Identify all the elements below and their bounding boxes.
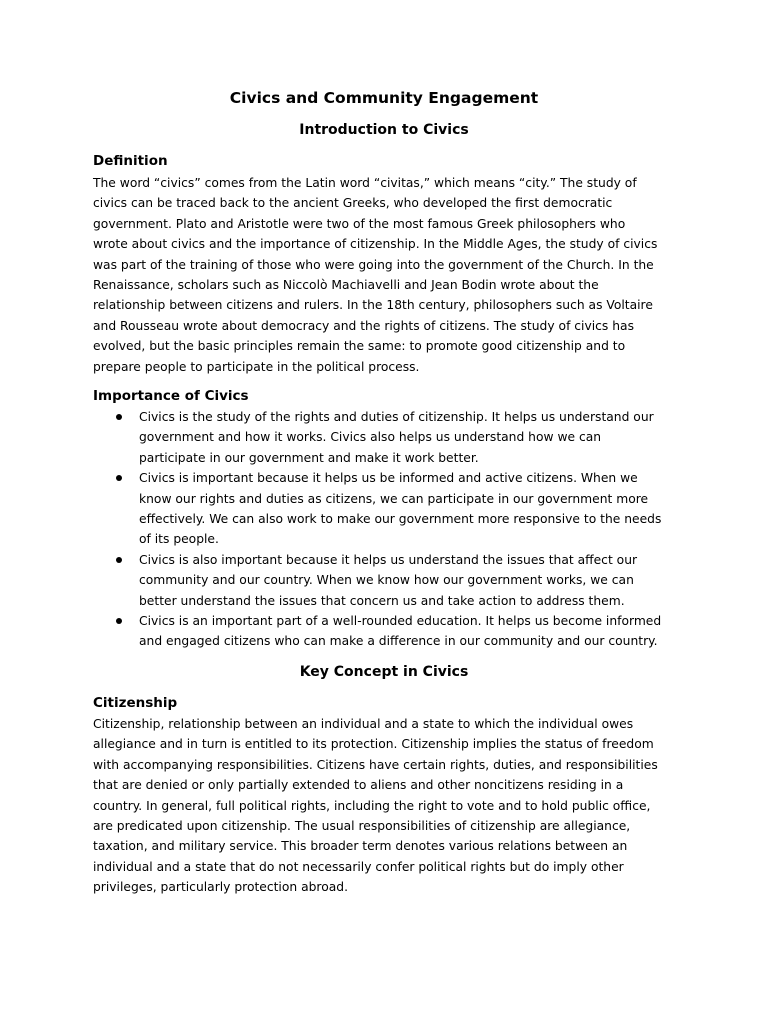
- section-heading-key-concept: Key Concept in Civics: [299, 664, 469, 680]
- paragraph-line: Citizenship, relationship between an individual and a state to which the individual owes: [93, 717, 634, 731]
- citizenship-paragraph: [93, 714, 693, 898]
- bullet-dot-icon: [116, 414, 122, 420]
- bullet-line: community and our country. When we know how our government works, we can: [139, 573, 634, 588]
- bullet-line: know our rights and duties as citizens, we can participate in our government more: [139, 491, 649, 506]
- bullet-line: Civics is the study of the rights and duties of citizenship. It helps us understand our: [139, 410, 654, 424]
- paragraph-line: that are denied or only partially extended to aliens and other noncitizens residing in a: [93, 778, 624, 793]
- section-heading-introduction: Introduction to Civics: [299, 122, 469, 138]
- paragraph-line: and Rousseau wrote about democracy and the rights of citizens. The study of civics has: [93, 318, 634, 333]
- paragraph-line: allegiance and in turn is entitled to its protection. Citizenship implies the status of freedom: [93, 737, 654, 752]
- paragraph-line: are predicated upon citizenship. The usual responsibilities of citizenship are allegiance,: [93, 819, 631, 834]
- definition-paragraph: [93, 173, 693, 377]
- bullet-line: Civics is important because it helps us be informed and active citizens. When we: [139, 471, 638, 486]
- paragraph-line: civics can be traced back to the ancient Greeks, who developed the first democratic: [93, 196, 613, 211]
- bullet-line: participate in our government and make it work better.: [139, 450, 479, 465]
- paragraph-line: privileges, particularly protection abroad.: [93, 880, 348, 895]
- bullet-line: and engaged citizens who can make a difference in our community and our country.: [139, 634, 658, 649]
- paragraph-line: government. Plato and Aristotle were two of the most famous Greek philosophers who: [93, 216, 626, 231]
- paragraph-line: relationship between citizens and rulers. In the 18th century, philosophers such as Voltaire: [93, 298, 653, 313]
- bullet-dot-icon: [116, 618, 122, 624]
- importance-bullet-list: [93, 407, 693, 652]
- bullet-dot-icon: [116, 475, 122, 481]
- paragraph-line: The word “civics” comes from the Latin word “civitas,” which means “city.” The study of: [93, 176, 637, 190]
- paragraph-line: prepare people to participate in the political process.: [93, 359, 420, 374]
- bullet-line: government and how it works. Civics also helps us understand how we can: [139, 430, 602, 445]
- bullet-line: Civics is an important part of a well-rounded education. It helps us become informed: [139, 614, 662, 629]
- definition-heading: Definition: [93, 153, 168, 169]
- importance-heading: Importance of Civics: [93, 388, 249, 404]
- bullet-item: [93, 550, 693, 611]
- bullet-item: [93, 468, 693, 550]
- paragraph-line: Renaissance, scholars such as Niccolò Machiavelli and Jean Bodin wrote about the: [93, 278, 599, 293]
- citizenship-heading: Citizenship: [93, 695, 178, 711]
- paragraph-line: taxation, and military service. This broader term denotes various relations between an: [93, 839, 628, 854]
- paragraph-line: was part of the training of those who were going into the government of the Church. In the: [93, 257, 654, 272]
- bullet-item: [93, 611, 693, 652]
- bullet-item: [93, 407, 693, 468]
- bullet-line: Civics is also important because it helps us understand the issues that affect our: [139, 552, 638, 567]
- paragraph-line: individual and a state that do not necessarily confer political rights but do imply other: [93, 859, 624, 874]
- bullet-line: better understand the issues that concern us and take action to address them.: [139, 593, 625, 608]
- paragraph-line: evolved, but the basic principles remain the same: to promote good citizenship and to: [93, 339, 626, 354]
- bullet-dot-icon: [116, 557, 122, 563]
- bullet-line: effectively. We can also work to make our government more responsive to the needs: [139, 512, 662, 527]
- paragraph-line: country. In general, full political rights, including the right to vote and to hold public office,: [93, 798, 651, 813]
- paragraph-line: with accompanying responsibilities. Citizens have certain rights, duties, and responsibilities: [93, 757, 658, 772]
- document-title: Civics and Community Engagement: [229, 89, 539, 107]
- bullet-line: of its people.: [139, 532, 219, 547]
- paragraph-line: wrote about civics and the importance of citizenship. In the Middle Ages, the study of civics: [93, 237, 658, 252]
